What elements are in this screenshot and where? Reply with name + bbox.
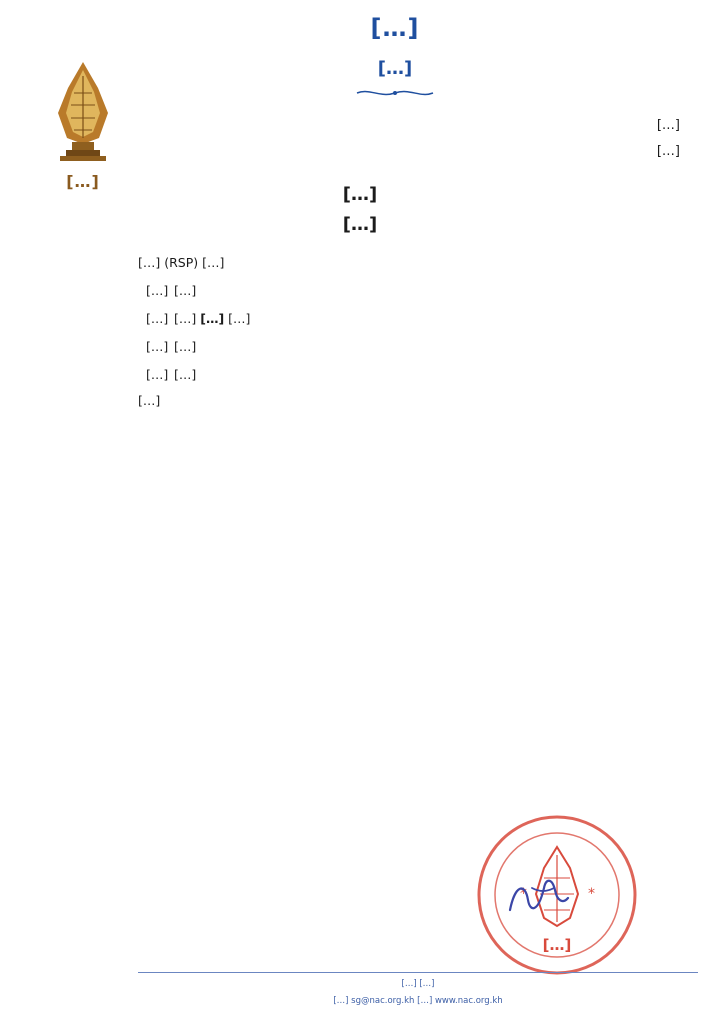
lunar-date: […] [656,118,680,133]
national-motto: […] [377,58,413,79]
item-text [174,306,683,332]
emblem-icon [38,58,128,168]
ornamental-divider-icon [355,88,435,98]
signature-icon [500,870,570,920]
footer-address-start: […] [401,979,417,989]
statement-body [138,250,683,414]
ministry-label: […] [66,172,100,191]
footer-website-label: […] [417,996,433,1006]
footer-divider [138,972,698,973]
svg-text:*: * [520,886,527,902]
statement-title [160,180,560,240]
item-text: […] [174,367,197,382]
footer [138,976,698,1010]
item-highlight: […] [200,311,225,326]
footer-address [138,976,698,993]
national-assembly-emblem [38,58,128,191]
intro-paragraph [138,250,683,276]
date-block [360,113,680,165]
closing-paragraph: […] [138,393,161,408]
item-text-start: […] [174,311,197,326]
seal-caption: […] [542,936,572,954]
footer-website: www.nac.org.kh [434,996,503,1006]
statement-title-line-2: […] [342,214,378,235]
svg-text:*: * [588,886,595,902]
numbered-item [138,362,683,388]
footer-address-end: […] [419,979,435,989]
statement-title-line-1: […] [342,184,378,205]
kingdom-title: […] [370,14,420,42]
item-number: […] [146,367,169,382]
intro-text-start: […] [138,255,161,270]
intro-text-end: […] [202,255,225,270]
footer-email: sg@nac.org.kh [351,996,415,1006]
item-text-end: […] [228,311,251,326]
item-number: […] [146,311,169,326]
item-number: […] [146,283,169,298]
numbered-item [138,278,683,304]
numbered-item [138,334,683,360]
footer-contact [138,993,698,1010]
footer-email-label: […] [333,996,349,1006]
item-text: […] [174,339,197,354]
item-number: […] [146,339,169,354]
numbered-item [138,306,683,332]
item-text: […] [174,283,197,298]
civil-date: […] [656,144,680,159]
intro-latin-fragment: (RSP) [164,255,199,270]
